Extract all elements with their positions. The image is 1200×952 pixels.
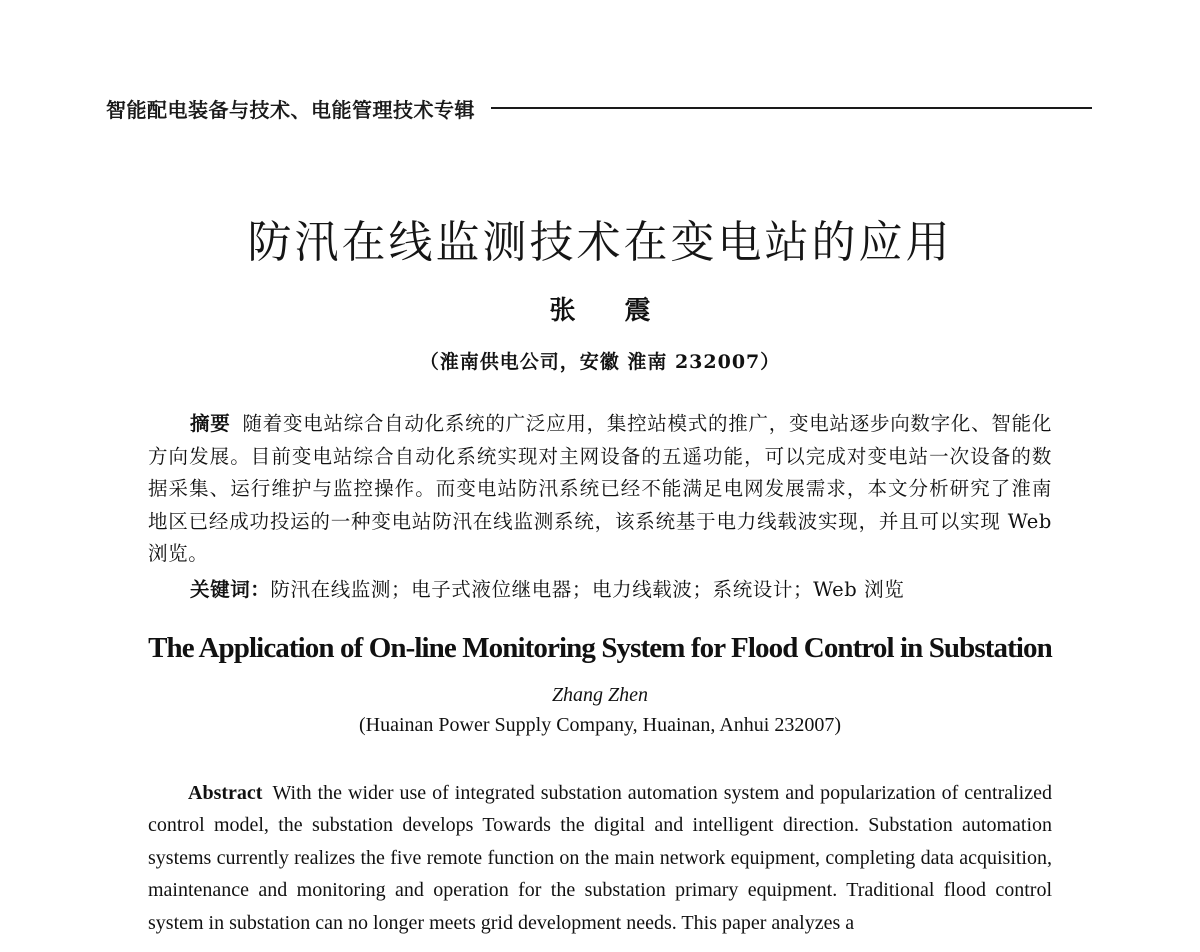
abstract-body-en: With the wider use of integrated substation automation system and popularization of centralized control model, the substation develops Towards the digital and intelligent direction. Substation automation systems currently realizes the five remote function on the main network equipment, completing data acquisition, maintenance and monitoring and operation for the substation primary equipment. Traditional flood control system in substation can no longer meets grid development needs. This paper analyzes a <box>148 782 1052 934</box>
affiliation-cn: （淮南供电公司，安徽 淮南 232007） <box>419 351 781 373</box>
journal-header <box>106 96 1092 120</box>
header-rule <box>491 107 1092 109</box>
series-title: 智能配电装备与技术、电能管理技术专辑 <box>106 97 475 122</box>
author-cn: 张 震 <box>549 296 671 326</box>
abstract-label-cn: 摘要 <box>190 412 231 435</box>
abstract-body-cn: 随着变电站综合自动化系统的广泛应用，集控站模式的推广，变电站逐步向数字化、智能化方向发展。目前变电站综合自动化系统实现对主网设备的五遥功能，可以完成对变电站一次设备的数据采集、运行维护与监控操作。而变电站防汛系统已经不能满足电网发展需求，本文分析研究了淮南地区已经成功投运的一种变电站防汛在线监测系统，该系统基于电力线载波实现，并且可以实现 Web 浏览。 <box>148 412 1052 565</box>
abstract-label-en: Abstract <box>188 782 263 804</box>
keywords-body-cn: 防汛在线监测；电子式液位继电器；电力线载波；系统设计；Web 浏览 <box>270 578 905 601</box>
article-title-en: The Application of On-line Monitoring System for Flood Control in Substation <box>148 632 1052 664</box>
keywords-cn <box>190 574 1052 602</box>
abstract-en <box>148 777 1052 939</box>
article-title-cn: 防汛在线监测技术在变电站的应用 <box>247 217 953 268</box>
keywords-label-cn: 关键词： <box>190 578 271 601</box>
abstract-cn <box>148 408 1052 571</box>
author-en: Zhang Zhen <box>551 684 649 706</box>
affiliation-en: (Huainan Power Supply Company, Huainan, Anhui 232007) <box>359 714 841 736</box>
